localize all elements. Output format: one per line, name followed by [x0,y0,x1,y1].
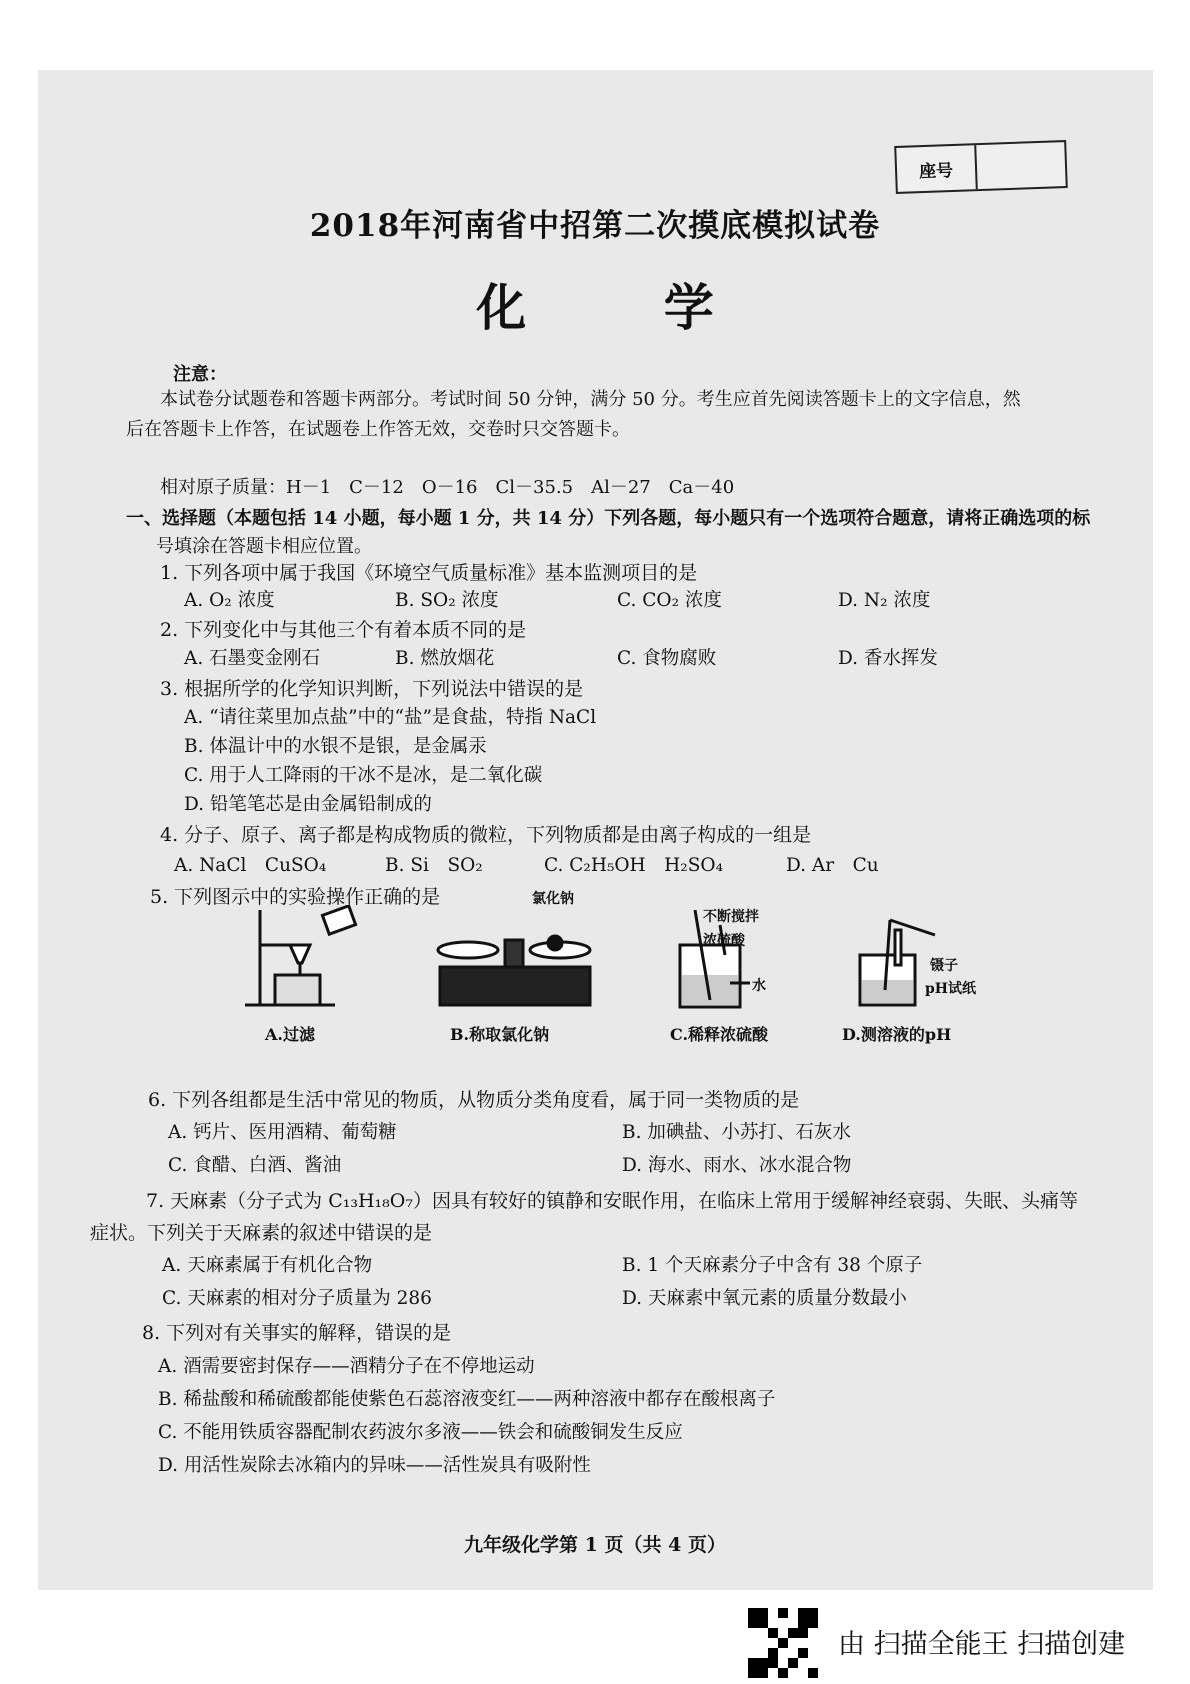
q3-option-d: D. 铅笔笔芯是由金属铅制成的 [184,794,432,815]
q7-option-d: D. 天麻素中氧元素的质量分数最小 [622,1288,907,1309]
seat-value [976,142,1065,189]
dilution-label-acid: 浓硫酸 [703,933,745,949]
ph-label-paper: pH试纸 [925,981,977,997]
q4-option-d: D. Ar Cu [786,855,879,876]
page-footer: 九年级化学第 1 页（共 4 页） [464,1534,726,1556]
q5-caption-d: D.测溶液的pH [842,1025,952,1044]
q2-option-b: B. 燃放烟花 [395,648,495,669]
seat-label: 座号 [896,145,977,192]
q5-caption-a: A.过滤 [265,1025,315,1044]
q6-option-a: A. 钙片、医用酒精、葡萄糖 [168,1122,397,1143]
q4-option-c: C. C₂H₅OH H₂SO₄ [544,855,723,876]
q8-option-d: D. 用活性炭除去冰箱内的异味——活性炭具有吸附性 [158,1455,591,1476]
notice-line-1: 本试卷分试题卷和答题卡两部分。考试时间 50 分钟，满分 50 分。考生应首先阅读答题卡上的文字信息，然 [160,389,1021,410]
section-heading-2: 号填涂在答题卡相应位置。 [156,536,372,557]
q5-caption-b: B.称取氯化钠 [450,1025,550,1044]
section-heading-1: 一、选择题（本题包括 14 小题，每小题 1 分，共 14 分）下列各题，每小题只有一个选项符合题意，请将正确选项的标 [126,508,1091,529]
notice-line-2: 后在答题卡上作答，在试题卷上作答无效，交卷时只交答题卡。 [126,419,630,440]
seat-number-box [894,140,1068,194]
scanner-watermark: 由 扫描全能王 扫描创建 [838,1629,1126,1660]
q8-option-c: C. 不能用铁质容器配制农药波尔多液——铁会和硫酸铜发生反应 [158,1422,683,1443]
filtration-figure [240,905,390,1015]
q4-option-b: B. Si SO₂ [385,855,483,876]
q7-option-a: A. 天麻素属于有机化合物 [162,1255,373,1276]
q2-stem: 2. 下列变化中与其他三个有着本质不同的是 [160,619,527,641]
q1-option-a: A. O₂ 浓度 [184,590,275,611]
q6-option-c: C. 食醋、白酒、酱油 [168,1155,342,1176]
q5-stem: 5. 下列图示中的实验操作正确的是 [150,886,441,908]
subject-title: 化 学 [476,278,774,337]
balance-label-nacl: 氯化钠 [532,891,574,907]
dilution-label-stir: 不断搅拌 [703,909,759,925]
ph-label-tweezers: 镊子 [930,958,958,974]
q6-option-d: D. 海水、雨水、冰水混合物 [622,1155,852,1176]
q1-option-c: C. CO₂ 浓度 [617,590,722,611]
q3-option-b: B. 体温计中的水银不是银，是金属汞 [184,736,487,757]
q3-stem: 3. 根据所学的化学知识判断，下列说法中错误的是 [160,678,584,700]
q6-stem: 6. 下列各组都是生活中常见的物质，从物质分类角度看，属于同一类物质的是 [148,1089,800,1111]
q5-caption-c: C.稀释浓硫酸 [670,1025,769,1044]
q1-option-d: D. N₂ 浓度 [838,590,931,611]
q2-option-c: C. 食物腐败 [617,648,717,669]
q1-option-b: B. SO₂ 浓度 [395,590,499,611]
q4-stem: 4. 分子、原子、离子都是构成物质的微粒，下列物质都是由离子构成的一组是 [160,824,812,846]
q1-stem: 1. 下列各项中属于我国《环境空气质量标准》基本监测项目的是 [160,562,698,584]
q2-option-a: A. 石墨变金刚石 [184,648,321,669]
q7-stem-line-1: 7. 天麻素（分子式为 C₁₃H₁₈O₇）因具有较好的镇静和安眠作用，在临床上常用于缓解神经衰弱、失眠、头痛等 [146,1190,1078,1212]
balance-figure [430,905,600,1015]
q8-option-b: B. 稀盐酸和稀硫酸都能使紫色石蕊溶液变红——两种溶液中都存在酸根离子 [158,1389,776,1410]
dilution-label-water: 水 [752,978,766,994]
q3-option-a: A. “请往菜里加点盐”中的“盐”是食盐，特指 NaCl [184,707,597,728]
atomic-mass: 相对原子质量：H－1 C－12 O－16 Cl－35.5 Al－27 Ca－40 [160,477,735,498]
q7-option-b: B. 1 个天麻素分子中含有 38 个原子 [622,1255,923,1276]
q7-option-c: C. 天麻素的相对分子质量为 286 [162,1288,432,1309]
q8-option-a: A. 酒需要密封保存——酒精分子在不停地运动 [158,1356,535,1377]
q3-option-c: C. 用于人工降雨的干冰不是冰，是二氧化碳 [184,765,543,786]
exam-title: 2018年河南省中招第二次摸底模拟试卷 [309,208,881,244]
q6-option-b: B. 加碘盐、小苏打、石灰水 [622,1122,851,1143]
notice-heading: 注意： [173,364,227,385]
q8-stem: 8. 下列对有关事实的解释，错误的是 [142,1322,452,1344]
q7-stem-line-2: 症状。下列关于天麻素的叙述中错误的是 [90,1222,433,1244]
qr-code-icon [748,1608,818,1678]
q4-option-a: A. NaCl CuSO₄ [174,855,327,876]
q2-option-d: D. 香水挥发 [838,648,938,669]
